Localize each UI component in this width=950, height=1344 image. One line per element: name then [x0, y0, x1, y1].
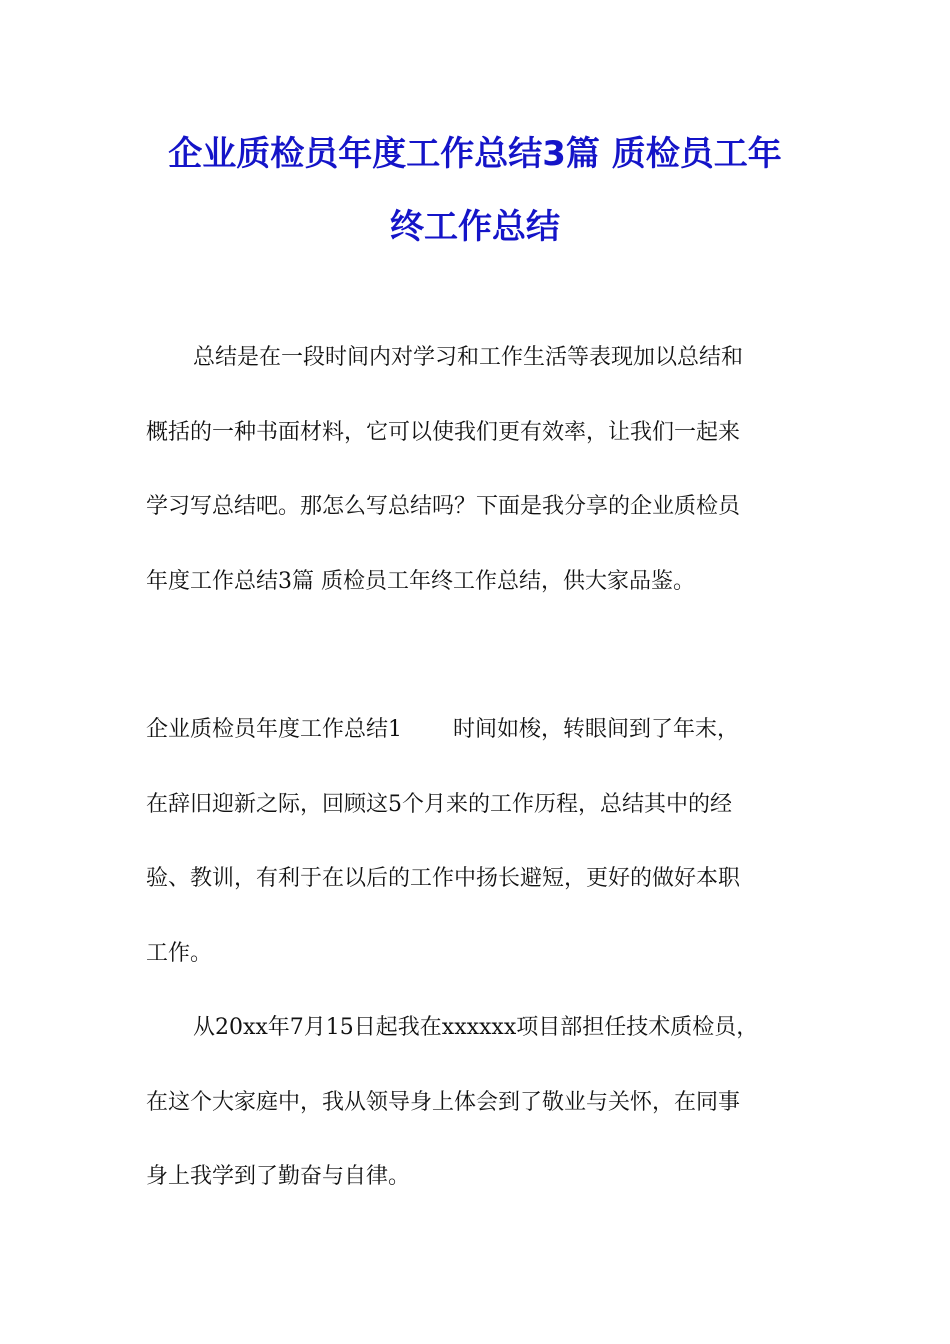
document-title-line-2: 终工作总结	[390, 207, 560, 247]
intro-paragraph-line-1: 总结是在一段时间内对学习和工作生活等表现加以总结和	[193, 345, 744, 370]
intro-paragraph-line-2: 概括的一种书面材料，它可以使我们更有效率，让我们一起来	[146, 420, 741, 445]
section-1-paragraph-2-line-2: 在这个大家庭中，我从领导身上体会到了敬业与关怀，在同事	[146, 1090, 741, 1115]
document-title-line-1: 企业质检员年度工作总结3篇 质检员工年	[168, 134, 782, 174]
section-1-paragraph-2-line-3: 身上我学到了勤奋与自律。	[146, 1164, 411, 1189]
section-1-line-3: 验、教训，有利于在以后的工作中扬长避短，更好的做好本职	[146, 866, 741, 891]
intro-paragraph-line-4: 年度工作总结3篇 质检员工年终工作总结，供大家品鉴。	[146, 569, 695, 594]
section-1-line-2: 在辞旧迎新之际，回顾这5个月来的工作历程，总结其中的经	[146, 792, 732, 817]
section-1-line-1: 企业质检员年度工作总结1 时间如梭，转眼间到了年末，	[146, 717, 739, 742]
intro-paragraph-line-3: 学习写总结吧。那怎么写总结吗？下面是我分享的企业质检员	[146, 494, 741, 519]
section-1-line-4: 工作。	[146, 941, 213, 966]
section-1-paragraph-2-line-1: 从20xx年7月15日起我在xxxxxx项目部担任技术质检员，	[193, 1015, 759, 1040]
